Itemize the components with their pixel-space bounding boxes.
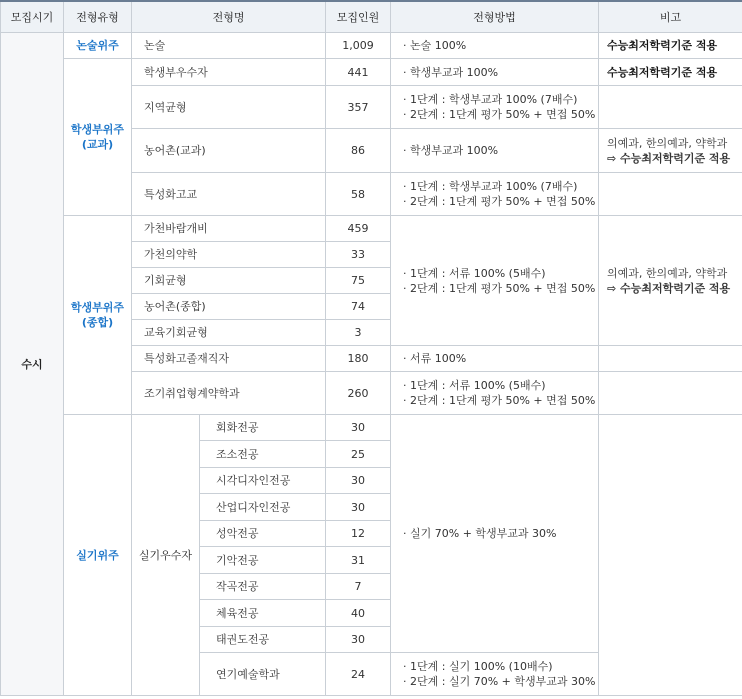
row-quota: 357: [326, 86, 391, 129]
major-name: 산업디자인전공: [200, 494, 326, 521]
header-quota: 모집인원: [326, 1, 391, 33]
header-name: 전형명: [132, 1, 326, 33]
table-row: [1, 415, 742, 441]
header-type: 전형유형: [64, 1, 132, 33]
row-method: · 논술 100%: [391, 33, 599, 59]
major-quota: 24: [326, 653, 391, 696]
major-name: 조소전공: [200, 441, 326, 468]
jonghap-note: [599, 216, 742, 346]
row-quota: 1,009: [326, 33, 391, 59]
silgi-method: · 실기 70% + 학생부교과 30%: [391, 415, 599, 653]
method-line: · 1단계 : 학생부교과 100% (7배수): [403, 93, 578, 106]
major-quota: 31: [326, 547, 391, 574]
row-name: 조기취업형계약학과: [132, 372, 326, 415]
row-note-empty: [599, 346, 742, 372]
type-jonghap-line1: 학생부위주: [70, 301, 125, 314]
row-name: 논술: [132, 33, 326, 59]
row-note-empty: [599, 86, 742, 129]
method-line: · 2단계 : 1단계 평가 50% + 면접 50%: [403, 108, 596, 121]
row-quota: 86: [326, 129, 391, 173]
major-name: 시각디자인전공: [200, 468, 326, 494]
row-method: [391, 372, 599, 415]
season-cell: 수시: [1, 33, 64, 696]
row-quota: 441: [326, 59, 391, 86]
method-line: · 2단계 : 1단계 평가 50% + 면접 50%: [403, 394, 596, 407]
row-note-empty: [599, 372, 742, 415]
row-quota: 3: [326, 320, 391, 346]
note-line: 의예과, 한의예과, 약학과: [607, 266, 728, 280]
row-quota: 459: [326, 216, 391, 242]
row-method: [391, 653, 599, 696]
method-line: · 2단계 : 1단계 평가 50% + 면접 50%: [403, 281, 596, 295]
row-name: 농어촌(종합): [132, 294, 326, 320]
major-name: 기악전공: [200, 547, 326, 574]
major-name: 성악전공: [200, 521, 326, 547]
major-quota: 30: [326, 415, 391, 441]
header-season: 모집시기: [1, 1, 64, 33]
row-name: 학생부우수자: [132, 59, 326, 86]
row-quota: 75: [326, 268, 391, 294]
row-name: 가천바람개비: [132, 216, 326, 242]
method-line: · 1단계 : 서류 100% (5배수): [403, 266, 546, 280]
row-method: [391, 86, 599, 129]
row-quota: 260: [326, 372, 391, 415]
row-note-empty: [599, 173, 742, 216]
major-quota: 7: [326, 574, 391, 600]
table-row: [1, 216, 742, 242]
header-note: 비고: [599, 1, 742, 33]
method-line: · 1단계 : 실기 100% (10배수): [403, 660, 553, 673]
row-method: · 학생부교과 100%: [391, 129, 599, 173]
type-jonghap: [64, 216, 132, 415]
jonghap-method: [391, 216, 599, 346]
row-name: 가천의약학: [132, 242, 326, 268]
note-line: 의예과, 한의예과, 약학과: [607, 136, 728, 150]
type-gyogwa-line2: (교과): [81, 138, 114, 151]
major-quota: 30: [326, 468, 391, 494]
row-note: 수능최저학력기준 적용: [599, 59, 742, 86]
row-note: [599, 129, 742, 173]
major-name: 체육전공: [200, 600, 326, 627]
major-quota: 40: [326, 600, 391, 627]
method-line: · 1단계 : 학생부교과 100% (7배수): [403, 180, 578, 193]
method-line: · 2단계 : 실기 70% + 학생부교과 30%: [403, 675, 596, 688]
row-name: 특성화고교: [132, 173, 326, 216]
row-name: 지역균형: [132, 86, 326, 129]
method-line: · 1단계 : 서류 100% (5배수): [403, 379, 546, 392]
row-quota: 33: [326, 242, 391, 268]
type-nonsul: 논술위주: [64, 33, 132, 59]
silgi-note-empty: [599, 415, 742, 696]
row-name: 기회균형: [132, 268, 326, 294]
row-name: 교육기회균형: [132, 320, 326, 346]
row-name: 특성화고졸재직자: [132, 346, 326, 372]
type-gyogwa: [64, 59, 132, 216]
type-gyogwa-line1: 학생부위주: [70, 123, 125, 136]
row-quota: 180: [326, 346, 391, 372]
row-method: · 서류 100%: [391, 346, 599, 372]
row-note: 수능최저학력기준 적용: [599, 33, 742, 59]
header-row: [1, 1, 742, 33]
major-quota: 12: [326, 521, 391, 547]
note-line: ⇨ 수능최저학력기준 적용: [607, 281, 731, 295]
major-name: 작곡전공: [200, 574, 326, 600]
major-name: 회화전공: [200, 415, 326, 441]
row-quota: 74: [326, 294, 391, 320]
major-quota: 25: [326, 441, 391, 468]
row-quota: 58: [326, 173, 391, 216]
type-jonghap-line2: (종합): [81, 316, 114, 329]
type-silgi: 실기위주: [64, 415, 132, 696]
table-row: [1, 33, 742, 59]
row-method: · 학생부교과 100%: [391, 59, 599, 86]
major-quota: 30: [326, 627, 391, 653]
major-quota: 30: [326, 494, 391, 521]
header-method: 전형방법: [391, 1, 599, 33]
table-row: [1, 59, 742, 86]
note-line: ⇨ 수능최저학력기준 적용: [607, 151, 731, 165]
major-name: 연기예술학과: [200, 653, 326, 696]
method-line: · 2단계 : 1단계 평가 50% + 면접 50%: [403, 195, 596, 208]
row-name: 농어촌(교과): [132, 129, 326, 173]
silgi-name: 실기우수자: [132, 415, 200, 696]
major-name: 태권도전공: [200, 627, 326, 653]
row-method: [391, 173, 599, 216]
